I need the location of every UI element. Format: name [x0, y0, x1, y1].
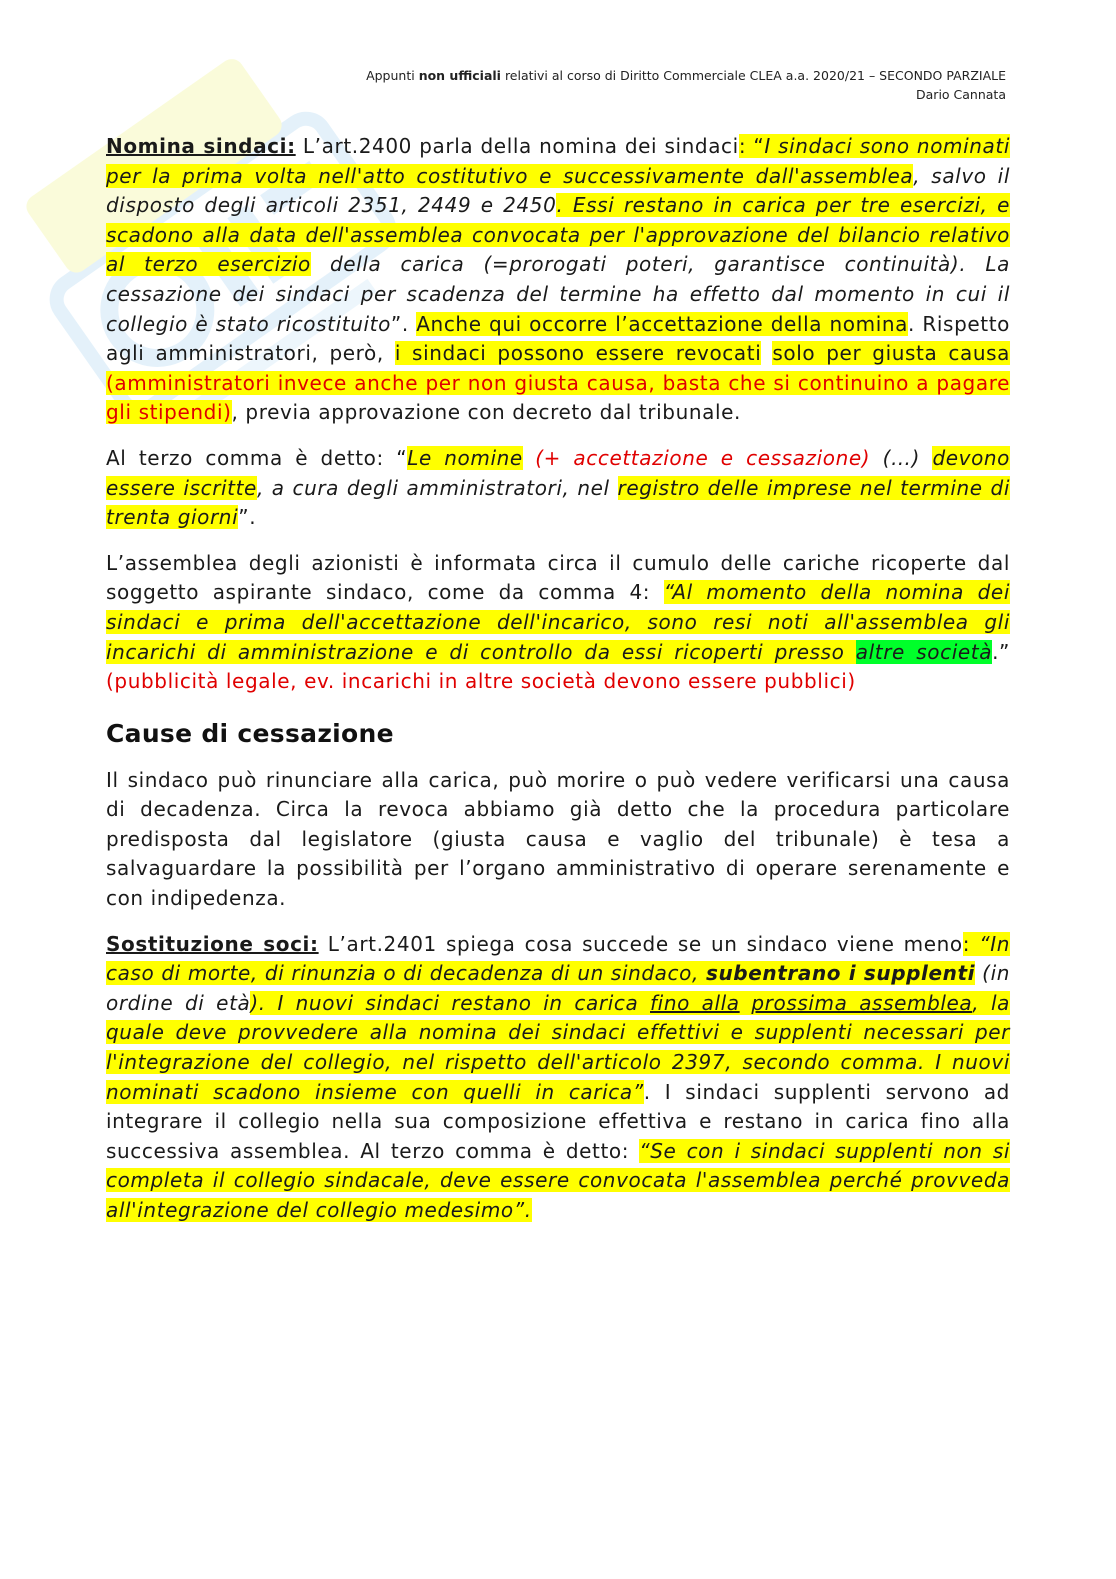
paragraph-sostituzione-soci — [106, 930, 1010, 1226]
quote-span: Le nomine — [407, 445, 523, 470]
text-span: ”. — [238, 505, 257, 530]
quote-span: “Se con i sindaci supplenti non si completa il collegio sindacale, deve essere convocata l'assemblea perché provveda all'integrazione del collegio medesimo”. — [106, 1138, 1011, 1222]
text-span: : “ — [738, 134, 765, 158]
text-span: solo per giusta causa — [772, 341, 1010, 366]
header-author: Dario Cannata — [916, 87, 1006, 102]
paragraph-cause-cessazione — [106, 766, 1010, 914]
header-post: relativi al corso di Diritto Commerciale CLEA a.a. 2020/21 – SECONDO PARZIALE — [500, 68, 1006, 83]
quote-span-underlined: fino alla — [650, 990, 740, 1015]
text-span: , previa approvazione con decreto dal tribunale. — [231, 400, 741, 425]
quote-span: registro delle imprese nel termine di trenta giorni — [106, 475, 1010, 530]
text-span: L’art.2400 parla della nomina dei sindaci — [295, 134, 739, 158]
header-pre: Appunti — [366, 68, 419, 83]
text-span: Anche qui occorre l’accettazione della nomina — [416, 311, 909, 336]
text-span: .” — [992, 639, 1010, 664]
quote-span-bold: subentrano i supplenti — [705, 961, 976, 986]
text-span: i sindaci possono essere revocati — [394, 341, 762, 366]
quote-span: “Al momento della nomina dei sindaci e prima dell'accettazione dell'incarico, sono resi noti all'assemblea gli incarichi di amministrazione e di controllo da essi ricoperti presso — [106, 580, 1010, 664]
header-course-line — [366, 66, 1006, 85]
quote-span: , la quale deve provvedere alla nomina dei sindaci effettivi e supplenti necessari per — [106, 990, 1010, 1045]
quote-span: , a cura degli amministratori, nel — [256, 475, 618, 500]
annotation-span: (amministratori invece anche per non giusta causa, basta che si continuino a pagare gli stipendi) — [106, 370, 1010, 425]
text-span: . I sindaci supplenti servono ad integrare il collegio nella sua composizione effettiva e restano in carica fino alla successiva assemblea. Al terzo comma è detto: — [106, 1079, 1010, 1163]
quote-span: (…) — [870, 445, 933, 470]
annotation-span: (pubblicità legale, ev. incarichi in altre società devono essere pubblici) — [106, 669, 856, 694]
lead-nomina-sindaci: Nomina sindaci: — [106, 134, 296, 158]
text-span — [761, 341, 772, 365]
text-span: Al terzo comma è detto: “ — [106, 445, 408, 470]
paragraph-nomina-sindaci — [106, 132, 1010, 428]
document-body — [106, 132, 1010, 1242]
section-heading: Cause di cessazione — [106, 718, 394, 748]
annotation-span: (+ accettazione e cessazione) — [522, 445, 871, 470]
quote-span-underlined: prossima assemblea — [751, 990, 973, 1015]
quote-span — [740, 991, 752, 1015]
text-span: Il sindaco può rinunciare alla carica, può morire o può vedere verificarsi una causa di decadenza. Circa la revoca abbiamo già detto che la procedura particolare predisposta dal legislatore (giusta causa e vaglio del tribunale) è tesa a salvaguardare la possibilità per l’organo amministrativo di operare serenamente e con indipedenza. — [106, 767, 1010, 911]
quote-span: (in ordine di età — [106, 961, 1010, 1015]
text-span: . Rispetto agli amministratori, però, — [106, 311, 1010, 366]
paragraph-terzo-comma — [106, 444, 1010, 533]
text-span: L’assemblea degli azionisti è informata circa il cumulo delle cariche ricoperte dal soggetto aspirante sindaco, come da comma 4: — [106, 550, 1010, 605]
quote-span: l'integrazione del collegio, nel rispetto dell'articolo 2397, secondo comma. I nuovi nominati scadono insieme con quelli in carica” — [106, 1050, 1010, 1104]
paragraph-cumulo-cariche — [106, 549, 1010, 697]
lead-sostituzione-soci: Sostituzione soci: — [106, 931, 319, 956]
quote-span: ). I nuovi sindaci restano in carica — [250, 990, 651, 1015]
quote-span: . Essi restano in carica per tre esercizi, e scadono alla data dell'assemblea convocata per l'approvazione del bilancio relativo al terzo esercizio — [106, 193, 1010, 277]
quote-span-green: altre società — [855, 639, 993, 664]
quote-span: “In caso di morte, di rinunzia o di decadenza di un sindaco, — [106, 931, 1010, 986]
text-span: : — [962, 931, 971, 956]
quote-span: devono essere iscritte — [106, 445, 1011, 500]
text-span: ”. — [390, 311, 417, 336]
page-header — [366, 66, 1006, 104]
text-span: L’art.2401 spiega cosa succede se un sindaco viene meno — [318, 931, 963, 956]
header-bold: non ufficiali — [418, 68, 501, 83]
quote-span: , salvo il disposto degli articoli 2351, 2449 e 2450 — [106, 163, 1010, 218]
quote-span: della carica (=prorogati poteri, garantisce continuità). La cessazione dei sindaci per scadenza del termine ha effetto dal momento in cui il collegio è stato ricostituito — [106, 252, 1010, 336]
quote-span: I sindaci sono nominati per la prima volta nell'atto costitutivo e successivamente dall'assemblea — [106, 134, 1011, 188]
